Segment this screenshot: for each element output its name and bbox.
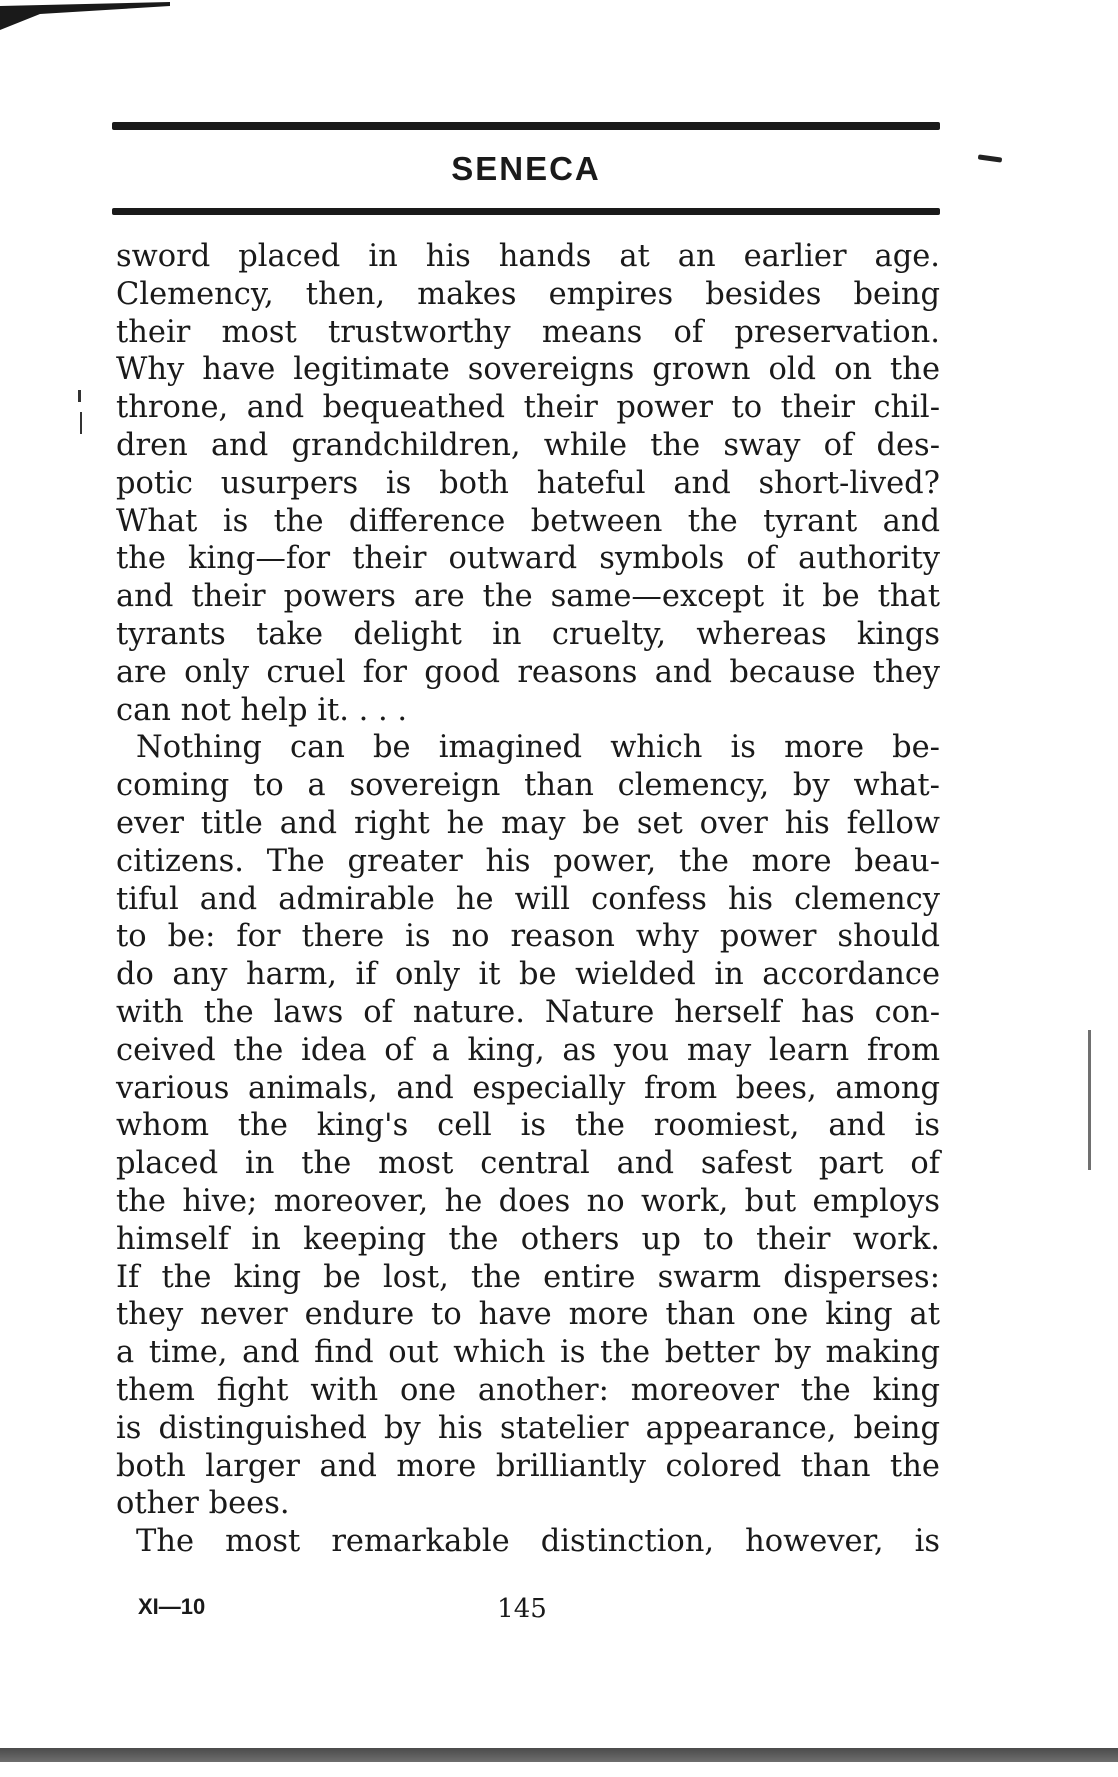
- text-line: their most trustworthy means of preservation.: [116, 314, 940, 350]
- text-line: coming to a sovereign than clemency, by what-: [116, 768, 940, 804]
- corner-ink-mark: [0, 0, 180, 40]
- text-line: do any harm, if only it be wielded in accordance: [116, 957, 940, 993]
- text-line: with the laws of nature. Nature herself has con-: [116, 994, 940, 1030]
- margin-speck: [1088, 1030, 1091, 1170]
- text-line: placed in the most central and safest part of: [116, 1146, 940, 1182]
- margin-speck: [80, 412, 82, 434]
- signature-mark: XI—10: [138, 1594, 206, 1619]
- text-line: the hive; moreover, he does no work, but employs: [116, 1183, 940, 1219]
- text-line: both larger and more brilliantly colored than the: [116, 1448, 940, 1484]
- page-bottom-edge: [0, 1748, 1118, 1762]
- running-head-title: SENECA: [451, 150, 601, 187]
- text-line: ceived the idea of a king, as you may learn from: [116, 1032, 940, 1068]
- header-bottom-rule: [112, 208, 940, 215]
- body-text: [116, 238, 940, 1561]
- text-line: sword placed in his hands at an earlier age.: [116, 239, 940, 274]
- text-line: tyrants take delight in cruelty, whereas kings: [116, 616, 940, 652]
- margin-speck: [78, 390, 81, 402]
- text-line: is distinguished by his statelier appearance, being: [116, 1410, 940, 1446]
- text-line: are only cruel for good reasons and because they: [116, 654, 940, 690]
- text-line: himself in keeping the others up to their work.: [116, 1221, 940, 1257]
- text-line: whom the king's cell is the roomiest, and is: [116, 1108, 940, 1144]
- text-line: If the king be lost, the entire swarm disperses:: [116, 1259, 940, 1295]
- text-line: they never endure to have more than one king at: [116, 1297, 940, 1333]
- text-line: potic usurpers is both hateful and short-lived?: [116, 465, 940, 501]
- text-line: ever title and right he may be set over his fellow: [116, 805, 940, 841]
- text-line: and their powers are the same—except it be that: [116, 579, 940, 615]
- text-line: Nothing can be imagined which is more be-: [136, 730, 940, 766]
- text-line: various animals, and especially from bees, among: [116, 1070, 940, 1106]
- text-line: to be: for there is no reason why power should: [116, 919, 940, 955]
- text-line: dren and grandchildren, while the sway of des-: [116, 427, 940, 463]
- text-line: other bees.: [116, 1486, 290, 1522]
- text-line: a time, and find out which is the better by making: [116, 1335, 940, 1371]
- text-line: Why have legitimate sovereigns grown old on the: [116, 352, 940, 388]
- text-line: the king—for their outward symbols of authority: [116, 541, 940, 577]
- text-line: them fight with one another: moreover the king: [116, 1372, 940, 1408]
- text-line: The most remarkable distinction, however, is: [136, 1524, 940, 1560]
- text-line: tiful and admirable he will confess his clemency: [116, 881, 940, 917]
- text-line: What is the difference between the tyrant and: [116, 503, 940, 539]
- margin-dash-mark: [978, 154, 1002, 162]
- text-line: can not help it. . . .: [116, 692, 408, 728]
- page-number: 145: [497, 1594, 547, 1624]
- text-line: Clemency, then, makes empires besides being: [116, 276, 940, 312]
- text-line: throne, and bequeathed their power to their chil-: [116, 390, 940, 426]
- header-top-rule: [112, 122, 940, 130]
- text-line: citizens. The greater his power, the more beau-: [116, 843, 940, 879]
